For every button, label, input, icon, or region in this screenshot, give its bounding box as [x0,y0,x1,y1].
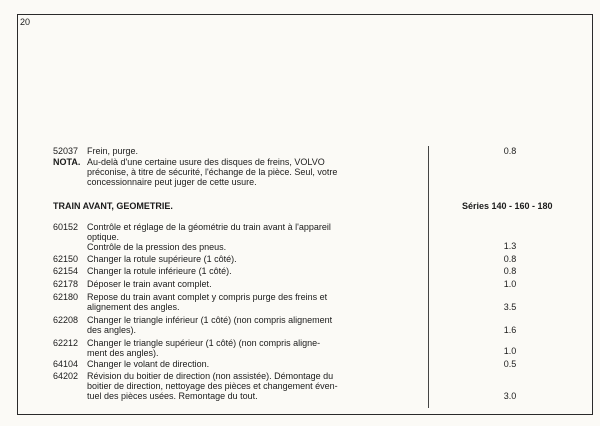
entry-value: 3.0 [503,391,517,401]
entry-description [87,338,417,358]
entry-line: alignement des angles. [87,302,180,313]
nota-line: préconise, à titre de sécurité, l'échange de la pièce. Seul, votre [87,167,338,178]
entry-line: Changer le triangle inférieur (1 côté) (non compris alignement [87,315,333,325]
entry-description [87,359,417,369]
entry-value: 1.3 [503,241,517,251]
entry-line: Déposer le train avant complet. [87,279,212,289]
entry-value: 1.0 [503,346,517,356]
entry-description [87,254,417,264]
entry-description [87,315,417,335]
nota-line: concessionnaire peut juger de cette usure. [87,177,257,188]
nota-line: Au-delà d'une certaine usure des disques de freins, VOLVO [87,157,325,167]
entry-code: 62208 [53,315,79,325]
entry-line: ment des angles). [87,348,159,359]
entry-value: 0.8 [503,146,517,156]
entry-line: Contrôle et réglage de la géométrie du train avant à l'appareil [87,222,331,232]
entry-value: 1.0 [503,279,517,289]
entry-line: Changer la rotule supérieure (1 côté). [87,254,237,264]
entry-line: Frein, purge. [87,146,139,156]
entry-value: 0.5 [503,359,517,369]
entry-description [87,222,417,253]
nota-label: NOTA. [53,157,81,167]
entry-line: optique. [87,232,120,243]
entry-description [87,146,417,156]
entry-code: 62180 [53,292,79,302]
entry-value: 1.6 [503,325,517,335]
entry-line: Contrôle de la pression des pneus. [87,242,227,253]
entry-value: 0.8 [503,266,517,276]
entry-code: 64104 [53,359,79,369]
entry-line: Changer le triangle supérieur (1 côté) (non compris aligne- [87,338,321,348]
entry-description [87,292,417,312]
entry-code: 62212 [53,338,79,348]
entry-line: Révision du boitier de direction (non assistée). Démontage du [87,371,334,381]
entry-line: Repose du train avant complet y compris purge des freins et [87,292,328,302]
entry-code: 62154 [53,266,79,276]
series-label: Séries 140 - 160 - 180 [462,201,553,211]
entry-description [87,279,417,289]
entry-code: 60152 [53,222,79,232]
entry-code: 62178 [53,279,79,289]
entry-line: Changer le volant de direction. [87,359,210,369]
entry-value: 3.5 [503,302,517,312]
nota-text [87,157,417,188]
entry-line: des angles). [87,325,137,336]
entry-code: 52037 [53,146,79,156]
entry-code: 62150 [53,254,79,264]
entry-line: tuel des pièces usées. Remontage du tout. [87,391,258,402]
section-title: TRAIN AVANT, GEOMETRIE. [53,201,173,211]
entry-code: 64202 [53,371,79,381]
entry-description [87,371,417,402]
entry-line: boitier de direction, nettoyage des pièces et changement éven- [87,381,338,392]
entry-line: Changer la rotule inférieure (1 côté). [87,266,232,276]
page-number: 20 [20,17,31,27]
column-divider [428,146,429,408]
entry-description [87,266,417,276]
entry-value: 0.8 [503,254,517,264]
